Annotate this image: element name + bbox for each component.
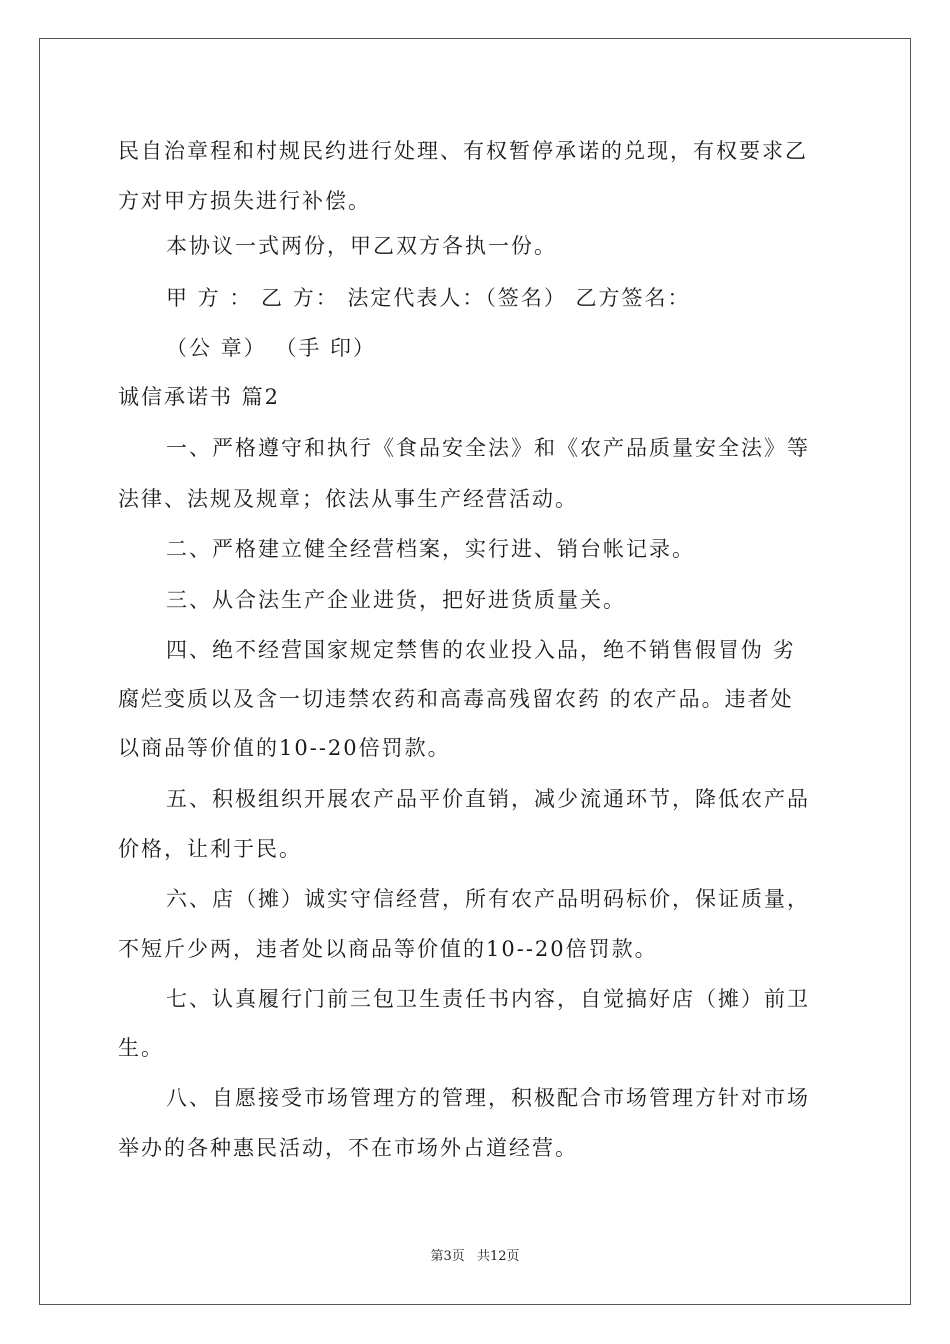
paragraph-line: 本协议一式两份，甲乙双方各执一份。 (166, 234, 557, 258)
paragraph-line: 八、自愿接受市场管理方的管理，积极配合市场管理方针对市场 (166, 1086, 810, 1110)
signature-line: 甲 方 ： 乙 方： 法定代表人：（签名） 乙方签名： (166, 286, 691, 310)
paragraph-line: 以商品等价值的10--20倍罚款。 (118, 736, 451, 760)
page-total: 共12页 (476, 1249, 520, 1264)
page-footer (0, 1245, 950, 1264)
paragraph-line: 不短斤少两，违者处以商品等价值的10--20倍罚款。 (118, 937, 658, 961)
paragraph-line: 二、严格建立健全经营档案，实行进、销台帐记录。 (166, 537, 695, 561)
paragraph-line: 四、绝不经营国家规定禁售的农业投入品，绝不销售假冒伪 劣 (166, 638, 796, 662)
paragraph-line: 一、严格遵守和执行《食品安全法》和《农产品质量安全法》等 (166, 436, 810, 460)
paragraph-line: 五、积极组织开展农产品平价直销，减少流通环节，降低农产品 (166, 787, 810, 811)
page-border (39, 38, 911, 1305)
paragraph-line: 方对甲方损失进行补偿。 (118, 189, 371, 213)
section-heading: 诚信承诺书 篇2 (118, 385, 281, 409)
paragraph-line: 三、从合法生产企业进货，把好进货质量关。 (166, 588, 626, 612)
paragraph-line: 举办的各种惠民活动，不在市场外占道经营。 (118, 1136, 578, 1160)
paragraph-line: 六、店（摊）诚实守信经营，所有农产品明码标价，保证质量， (166, 887, 810, 911)
paragraph-line: 腐烂变质以及含一切违禁农药和高毒高残留农药 的农产品。违者处 (118, 687, 794, 711)
paragraph-line: 民自治章程和村规民约进行处理、有权暂停承诺的兑现，有权要求乙 (118, 139, 808, 163)
paragraph-line: 价格，让利于民。 (118, 837, 302, 861)
paragraph-line: 生。 (118, 1036, 164, 1060)
paragraph-line: 法律、法规及规章；依法从事生产经营活动。 (118, 487, 578, 511)
paragraph-line: 七、认真履行门前三包卫生责任书内容，自觉搞好店（摊）前卫 (166, 987, 810, 1011)
page-number: 第3页 (430, 1249, 465, 1264)
seal-line: （公 章） （手 印） (166, 336, 377, 360)
